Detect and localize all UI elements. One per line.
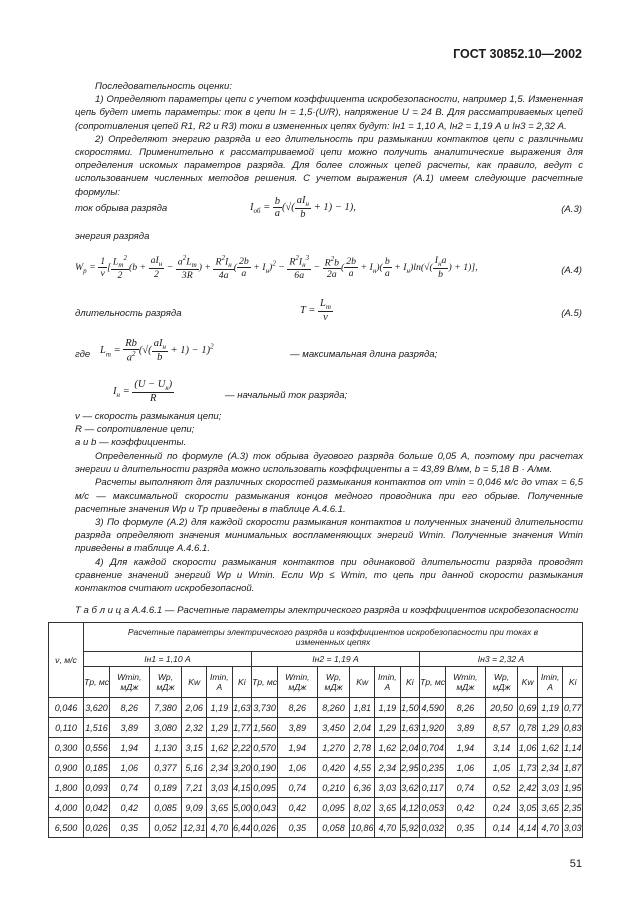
value-cell: 2,34 [375,758,401,778]
value-cell: 0,185 [84,758,110,778]
formula-a3-label: ток обрыва разряда [75,203,168,214]
value-cell: 2,35 [563,798,583,818]
page-number: 51 [569,858,582,870]
value-cell: 3,20 [232,758,251,778]
formula-a3-number: (А.3) [561,204,582,215]
value-cell: 0,085 [149,798,182,818]
value-cell: 0,026 [252,818,278,838]
subgroup-header: Iн3 = 2,32 А [420,652,583,667]
value-cell: 0,77 [563,698,583,718]
value-cell: 0,095 [252,778,278,798]
value-cell: 0,042 [84,798,110,818]
value-cell: 0,14 [485,818,518,838]
value-cell: 2,04 [350,718,375,738]
value-cell: 2,22 [232,738,251,758]
value-cell: 0,093 [84,778,110,798]
value-cell: 1,62 [375,738,401,758]
document-code: ГОСТ 30852.10—2002 [453,47,582,61]
speed-cell: 0,900 [49,758,84,778]
table-caption-prefix: Т а б л и ц а [75,605,130,616]
value-cell: 1,270 [317,738,350,758]
speed-cell: 0,046 [49,698,84,718]
value-cell: 4,70 [206,818,232,838]
table-row [49,758,583,778]
value-cell: 0,026 [84,818,110,838]
value-cell: 2,34 [537,758,563,778]
speed-cell: 4,000 [49,798,84,818]
value-cell: 5,16 [182,758,207,778]
value-cell: 8,260 [317,698,350,718]
value-cell: 1,63 [400,718,419,738]
paragraph-6: 4) Для каждой скорости размыкания контактов при одинаковой длительности разряда проводят сравнение значений энергий Wр и Wmin. Если Wр ≤ Wmin, то цепь при данной скорости размыкания контактов считают искробезопасной. [75,556,583,595]
column-header-row [49,667,583,698]
value-cell: 1,05 [485,758,518,778]
value-cell: 0,74 [110,778,149,798]
table-row [49,738,583,758]
column-header: Imin, А [206,667,232,698]
value-cell: 1,95 [563,778,583,798]
value-cell: 1,19 [206,698,232,718]
value-cell: 0,210 [317,778,350,798]
column-header: Tр, мс [84,667,110,698]
value-cell: 1,77 [232,718,251,738]
def-resistance: R — сопротивление цепи; [75,424,195,436]
value-cell: 1,62 [206,738,232,758]
value-cell: 1,81 [350,698,375,718]
value-cell: 4,590 [420,698,446,718]
value-cell: 0,42 [446,798,485,818]
value-cell: 3,03 [563,818,583,838]
formula-a5-number: (А.5) [561,308,582,319]
value-cell: 4,14 [518,818,537,838]
value-cell: 0,69 [518,698,537,718]
value-cell: 0,117 [420,778,446,798]
column-header: Imin, А [537,667,563,698]
value-cell: 0,570 [252,738,278,758]
value-cell: 1,19 [375,698,401,718]
value-cell: 7,21 [182,778,207,798]
value-cell: 1,920 [420,718,446,738]
value-cell: 2,34 [206,758,232,778]
value-cell: 3,65 [206,798,232,818]
speed-cell: 6,500 [49,818,84,838]
value-cell: 6,44 [232,818,251,838]
value-cell: 8,02 [350,798,375,818]
after-section [75,450,583,595]
value-cell: 9,09 [182,798,207,818]
subgroup-header: Iн1 = 1,10 А [84,652,252,667]
value-cell: 1,06 [518,738,537,758]
value-cell: 0,74 [278,778,317,798]
value-cell: 2,04 [400,738,419,758]
results-table [48,622,583,838]
table-body [49,698,583,838]
value-cell: 3,03 [206,778,232,798]
value-cell: 0,420 [317,758,350,778]
value-cell: 0,35 [446,818,485,838]
value-cell: 5,92 [400,818,419,838]
column-header: Imin, А [375,667,401,698]
formula-a5: T = $\frac{L_m}{\nu}$ [300,298,331,324]
value-cell: 0,52 [485,778,518,798]
intro-section [75,80,583,199]
formula-a4: $W_р$ = $\frac{1}{\nu}$ [ $\frac{L_m^2}{2}$ (b + $\frac{aI_н}{2}$ − $\frac{a^2L_m}{3R}$ ) + $\frac{R^2I_н}{4a}$ ( $\frac{2b}{a}$ + $I_н)^2$ − $\frac{R^2I_н^3}{6a}$ − $\frac{R^2b}{2a}$ ( $\frac{2b}{a}$ + $I_н$)( $\frac{b}{a}$ + $I_н)\ln(√$( $\frac{I_нa}{b}$ ) + 1)], [75,254,478,282]
value-cell: 3,730 [252,698,278,718]
value-cell: 3,080 [149,718,182,738]
column-header: Wр, мДж [485,667,518,698]
value-cell: 3,03 [537,778,563,798]
value-cell: 5,00 [232,798,251,818]
value-cell: 1,14 [563,738,583,758]
value-cell: 8,26 [446,698,485,718]
def-velocity: ν — скорость размыкания цепи; [75,411,222,422]
where-label: где [75,349,91,360]
value-cell: 4,70 [537,818,563,838]
value-cell: 6,36 [350,778,375,798]
column-header: Ki [400,667,419,698]
subgroup-header: Iн2 = 1,19 А [252,652,420,667]
value-cell: 3,15 [182,738,207,758]
column-header: Tр, мс [420,667,446,698]
subgroup-row [49,652,583,667]
speed-cell: 0,110 [49,718,84,738]
value-cell: 1,130 [149,738,182,758]
value-cell: 12,31 [182,818,207,838]
in-description: — начальный ток разряда; [225,390,348,401]
value-cell: 0,053 [420,798,446,818]
paragraph-3: Определенный по формуле (А.3) ток обрыва дугового разряда больше 0,05 А, поэтому при расчетах энергии и длительности разряда можно использовать коэффициенты a = 43,89 В/мм, b = 5,18 В · А/мм. [75,451,583,476]
value-cell: 0,35 [110,818,149,838]
value-cell: 8,26 [110,698,149,718]
value-cell: 0,058 [317,818,350,838]
value-cell: 2,78 [350,738,375,758]
value-cell: 1,94 [110,738,149,758]
value-cell: 1,560 [252,718,278,738]
table-row [49,818,583,838]
table-row [49,698,583,718]
group-header: Расчетные параметры электрического разряда и коэффициентов искробезопасности при токах в измененных цепях [84,623,583,652]
value-cell: 1,87 [563,758,583,778]
value-cell: 3,450 [317,718,350,738]
column-header: Wmin, мДж [446,667,485,698]
value-cell: 0,704 [420,738,446,758]
paragraph-4: Расчеты выполняют для различных скоростей размыкания контактов от νmin = 0,046 м/с до νmax = 6,5 м/с — максимальной скорости размыкания концов медного проводника при его обрыве. Полученные расчетные значения Wр и Tр приведены в таблице А.4.6.1. [75,477,583,515]
value-cell: 3,89 [446,718,485,738]
column-header: Kw [182,667,207,698]
value-cell: 3,89 [278,718,317,738]
value-cell: 3,65 [375,798,401,818]
value-cell: 10,86 [350,818,375,838]
value-cell: 1,50 [400,698,419,718]
value-cell: 0,043 [252,798,278,818]
value-cell: 0,24 [485,798,518,818]
value-cell: 3,03 [375,778,401,798]
value-cell: 4,55 [350,758,375,778]
value-cell: 1,19 [537,698,563,718]
value-cell: 0,377 [149,758,182,778]
column-header: Tр, мс [252,667,278,698]
def-coefficients: a и b — коэффициенты. [75,437,187,449]
value-cell: 0,42 [278,798,317,818]
intro-paragraph-1: 1) Определяют параметры цепи с учетом коэффициента искробезопасности, например 1,5. Измененная цепь будет иметь параметры: ток в цепи Iн = 1,5·(U/R), напряжение U = 24 В. Для рассматриваемых цепей (сопротивления цепей R1, R2 и R3) токи в измененных цепях будут: Iн1 = 1,10 А, Iн2 = 1,19 А и Iн3 = 2,32 А. [75,94,583,132]
value-cell: 3,05 [518,798,537,818]
column-header: Wmin, мДж [110,667,149,698]
table-row [49,798,583,818]
value-cell: 0,35 [278,818,317,838]
intro-paragraph-2: 2) Определяют энергию разряда и его длительность при размыкании контактов цепи с различными скоростями. Применительно к рассматриваемой цепи можно получить аналитические выражения для определения искомых параметров разряда. Для более сложных цепей расчеты, как правило, ведут с использованием численных методов решения. С учетом выражения (А.1) имеем следующие расчетные формулы: [75,133,583,198]
paragraph-5: 3) По формуле (А.2) для каждой скорости размыкания контактов и полученных значений длительности разряда определяют значения минимальных воспламеняющих энергий Wmin. Полученные значения Wmin приведены в таблице А.4.6.1. [75,517,583,555]
value-cell: 1,29 [206,718,232,738]
value-cell: 2,95 [400,758,419,778]
formula-lm: $L_m$ = $\frac{Rb}{a^2}$ (√( $\frac{aI_н}{b}$ + 1) − 1)$^2$ [100,338,214,364]
value-cell: 3,89 [110,718,149,738]
value-cell: 7,380 [149,698,182,718]
speed-header: ν, м/с [49,623,84,698]
value-cell: 2,42 [518,778,537,798]
column-header: Kw [350,667,375,698]
value-cell: 0,74 [446,778,485,798]
value-cell: 20,50 [485,698,518,718]
value-cell: 1,29 [537,718,563,738]
column-header: Ki [563,667,583,698]
value-cell: 4,15 [232,778,251,798]
value-cell: 0,095 [317,798,350,818]
value-cell: 1,73 [518,758,537,778]
table-row [49,778,583,798]
table-caption [75,605,578,616]
value-cell: 3,62 [400,778,419,798]
table-row [49,718,583,738]
formula-a4-number: (А.4) [561,265,582,276]
value-cell: 1,06 [446,758,485,778]
formula-in: $I_н$ = $\frac{(U - U_к)}{R}$ [113,379,173,405]
formula-a5-label: длительность разряда [75,308,182,319]
table-caption-text: А.4.6.1 — Расчетные параметры электрического разряда и коэффициентов искробезопасности [131,605,579,616]
column-header: Wр, мДж [149,667,182,698]
column-header: Kw [518,667,537,698]
value-cell: 8,26 [278,698,317,718]
value-cell: 1,94 [446,738,485,758]
column-header: Wmin, мДж [278,667,317,698]
value-cell: 1,63 [232,698,251,718]
value-cell: 1,29 [375,718,401,738]
value-cell: 0,78 [518,718,537,738]
value-cell: 1,516 [84,718,110,738]
column-header: Ki [232,667,251,698]
lm-description: — максимальная длина разряда; [290,349,438,360]
value-cell: 1,94 [278,738,317,758]
value-cell: 4,70 [375,818,401,838]
formula-a3: $I_{об}$ = $\frac{b}{a}$ (√( $\frac{aI_н}{b}$ + 1) − 1), [250,195,356,221]
speed-cell: 0,300 [49,738,84,758]
value-cell: 3,620 [84,698,110,718]
value-cell: 4,12 [400,798,419,818]
value-cell: 0,052 [149,818,182,838]
value-cell: 1,62 [537,738,563,758]
column-header: Wр, мДж [317,667,350,698]
value-cell: 0,190 [252,758,278,778]
formula-a4-label: энергия разряда [75,231,150,242]
definitions [75,410,583,450]
speed-cell: 1,800 [49,778,84,798]
value-cell: 3,65 [537,798,563,818]
value-cell: 8,57 [485,718,518,738]
value-cell: 3,14 [485,738,518,758]
value-cell: 0,189 [149,778,182,798]
value-cell: 1,06 [278,758,317,778]
value-cell: 1,06 [110,758,149,778]
value-cell: 0,032 [420,818,446,838]
value-cell: 2,32 [182,718,207,738]
intro-heading: Последовательность оценки: [95,81,233,92]
value-cell: 0,42 [110,798,149,818]
value-cell: 0,556 [84,738,110,758]
value-cell: 0,235 [420,758,446,778]
value-cell: 2,06 [182,698,207,718]
value-cell: 0,83 [563,718,583,738]
